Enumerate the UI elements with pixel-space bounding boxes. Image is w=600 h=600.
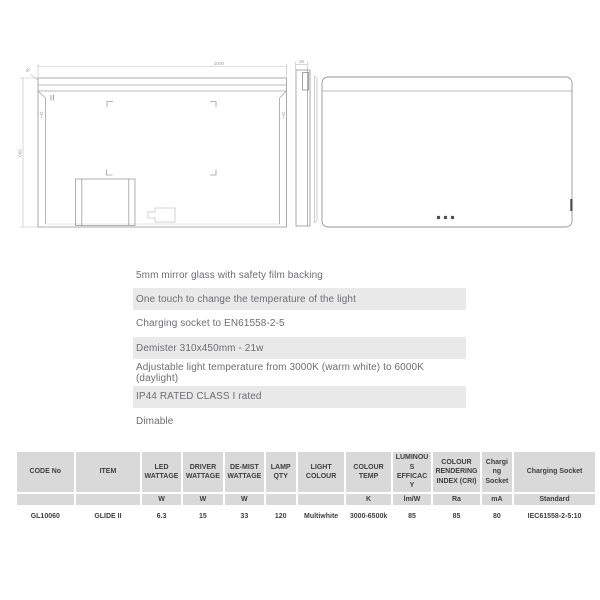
technical-drawing-svg <box>0 0 600 250</box>
col-header-light-colour: LIGHT COLOUR <box>298 452 345 492</box>
feature-text: Adjustable light temperature from 3000K (warm white) to 6000K (daylight) <box>136 361 424 384</box>
unit-cell: Standard <box>514 494 595 505</box>
keyhole-hanger-icon <box>40 112 285 119</box>
feature-text: Demister 310x450mm - 21w <box>136 342 264 354</box>
back-view-drawing <box>17 64 287 227</box>
back-view-height-label: 600 <box>17 149 23 157</box>
back-view-width-label: 1000 <box>213 61 225 66</box>
value-item: GLIDE II <box>76 507 141 525</box>
back-view-depth-label: 40 <box>24 66 32 74</box>
col-header-code-no: CODE No <box>17 452 74 492</box>
feature-item <box>133 410 466 432</box>
feature-item <box>133 313 466 335</box>
col-header-luminous-efficacy: LUMINOUS EFFICACY <box>393 452 431 492</box>
value-charging-socket-ma: 80 <box>482 507 512 525</box>
feature-text: One touch to change the temperature of the light <box>136 293 356 305</box>
unit-cell <box>298 494 345 505</box>
spec-units-row <box>17 494 595 505</box>
feature-item <box>133 362 466 384</box>
unit-cell <box>76 494 141 505</box>
col-header-charging-socket-std: Charging Socket <box>514 452 595 492</box>
feature-item <box>133 264 466 286</box>
feature-text: IP44 RATED CLASS I rated <box>136 391 262 403</box>
value-led-wattage: 6.3 <box>142 507 180 525</box>
unit-cell <box>17 494 74 505</box>
spec-table <box>15 450 597 527</box>
col-header-cri: COLOUR RENDERING INDEX (CRI) <box>433 452 480 492</box>
feature-item <box>133 337 466 359</box>
unit-cell: lm/W <box>393 494 431 505</box>
unit-cell: W <box>225 494 263 505</box>
col-header-de-mist-wattage: DE-MIST WATTAGE <box>225 452 263 492</box>
spec-header-row <box>17 452 595 492</box>
touch-controls-icon <box>437 216 454 219</box>
unit-cell: W <box>183 494 223 505</box>
col-header-driver-wattage: DRIVER WATTAGE <box>183 452 223 492</box>
value-charging-socket-std: IEC61558-2-5:10 <box>514 507 595 525</box>
col-header-item: ITEM <box>76 452 141 492</box>
feature-item <box>133 386 466 408</box>
unit-cell: W <box>142 494 180 505</box>
value-colour-temp: 3000-6500k <box>346 507 390 525</box>
demister-corner-marks <box>107 102 217 176</box>
front-view-drawing <box>322 77 573 227</box>
unit-cell <box>266 494 296 505</box>
col-header-lamp-qty: LAMP QTY <box>266 452 296 492</box>
side-view-depth-label: 35 <box>298 59 305 64</box>
col-header-charging-socket-ma: Charging Socket <box>482 452 512 492</box>
value-driver-wattage: 15 <box>183 507 223 525</box>
value-cri: 85 <box>433 507 480 525</box>
feature-text: 5mm mirror glass with safety film backing <box>136 269 323 281</box>
feature-text: Charging socket to EN61558-2-5 <box>136 318 285 330</box>
charging-socket-mark <box>570 199 572 211</box>
feature-list <box>133 264 466 435</box>
unit-cell: mA <box>482 494 512 505</box>
unit-cell: Ra <box>433 494 480 505</box>
unit-cell: K <box>346 494 390 505</box>
feature-text: Dimable <box>136 415 174 427</box>
drawings-section <box>0 0 600 250</box>
value-lamp-qty: 120 <box>266 507 296 525</box>
side-view-drawing <box>296 62 318 226</box>
col-header-led-wattage: LED WATTAGE <box>142 452 180 492</box>
value-code-no: GL10060 <box>17 507 74 525</box>
driver-box <box>76 179 136 226</box>
value-de-mist-wattage: 33 <box>225 507 263 525</box>
feature-item <box>133 288 466 310</box>
col-header-colour-temp: COLOUR TEMP <box>346 452 390 492</box>
spec-data-row <box>17 507 595 525</box>
value-luminous-efficacy: 85 <box>393 507 431 525</box>
plug-outline <box>148 208 175 222</box>
value-light-colour: Multiwhite <box>298 507 345 525</box>
